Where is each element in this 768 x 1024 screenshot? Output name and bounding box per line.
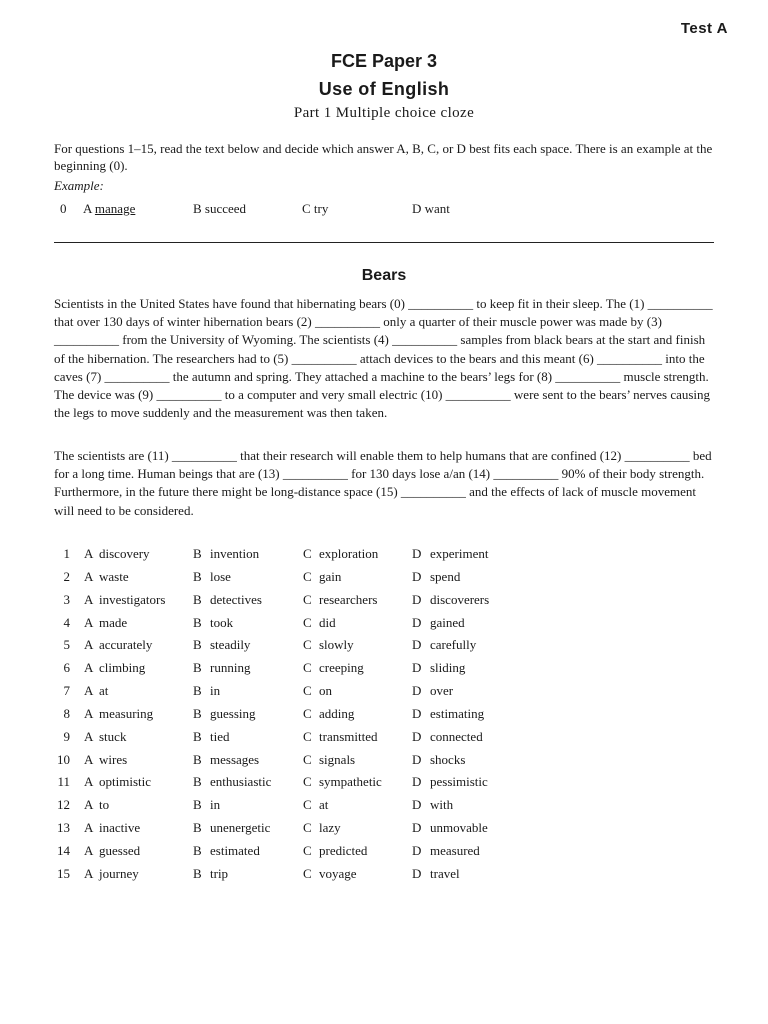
option-d-letter: D [412, 591, 422, 607]
option-b-word: estimated [210, 842, 260, 858]
option-b-letter: B [193, 797, 202, 813]
option-c-letter: C [303, 591, 312, 607]
option-word: try [313, 201, 329, 216]
option-d-letter: D [412, 705, 422, 721]
question-row [0, 797, 768, 820]
option-a-letter: A [84, 751, 94, 767]
option-d-word: carefully [430, 637, 477, 653]
option-d-word: spend [430, 568, 461, 584]
question-number: 4 [63, 614, 70, 630]
option-word: want [424, 201, 450, 216]
option-c-letter: C [303, 842, 312, 858]
option-d-word: estimating [430, 705, 485, 721]
example-label: Example: [54, 178, 104, 193]
option-c-letter: C [303, 660, 312, 676]
option-a-letter: A [84, 774, 94, 790]
option-c-letter: C [303, 683, 312, 699]
option-b-word: enthusiastic [210, 774, 272, 790]
example-option-d [412, 201, 450, 217]
option-a-letter: A [84, 683, 94, 699]
option-d-letter: D [412, 774, 422, 790]
option-d-letter: D [412, 660, 422, 676]
question-row [0, 660, 768, 683]
question-row [0, 683, 768, 706]
option-d-word: experiment [430, 546, 489, 561]
option-b-letter: B [193, 774, 202, 790]
option-c-letter: C [303, 797, 312, 813]
passage-paragraph-1: Scientists in the United States have found that hibernating bears (0) __________ to keep fit in their sleep. The (1) __________ that over 130 days of winter hibernation bears (2) __________ only a quarter of their muscle power was made by (3) __________ from the University of Wyoming. The scientists (4) __________ samples from black bears at the start and finish of the hibernation. The researchers had to (5) __________ attach devices to the bears and this meant (6) __________ into the caves (7) __________ the autumn and spring. They attached a machine to the bears’ legs for (8) __________ muscle strength. The device was (9) __________ to a computer and very small electric (10) __________ were sent to the bears’ nerves causing the legs to move suddenly and the measurement was then taken. [54, 296, 713, 421]
question-row [0, 569, 768, 592]
option-c-word: voyage [319, 865, 357, 881]
option-b-word: guessing [210, 705, 256, 721]
option-b-word: in [210, 797, 221, 813]
option-b-word: lose [210, 568, 231, 584]
option-a-word: accurately [99, 637, 153, 653]
test-label: Test A [680, 20, 728, 37]
question-number: 3 [63, 591, 70, 607]
example-option-c [302, 201, 328, 217]
option-c-word: on [319, 683, 332, 699]
question-number: 5 [63, 637, 70, 653]
question-row [0, 866, 768, 889]
option-b-letter: B [193, 637, 202, 653]
option-letter: A [83, 201, 92, 216]
option-c-letter: C [303, 705, 312, 721]
option-a-letter: A [84, 705, 94, 721]
option-d-letter: D [412, 637, 422, 653]
question-number: 7 [63, 683, 70, 699]
option-c-word: gain [319, 568, 342, 584]
options-list [0, 546, 768, 889]
option-d-letter: D [412, 728, 422, 744]
option-a-word: measuring [99, 705, 154, 721]
option-b-letter: B [193, 546, 202, 561]
option-a-letter: A [84, 842, 94, 858]
question-row [0, 774, 768, 797]
option-b-word: invention [210, 546, 260, 561]
option-b-letter: B [193, 614, 202, 630]
option-a-word: waste [99, 568, 129, 584]
option-c-word: at [319, 797, 329, 813]
option-b-letter: B [193, 728, 202, 744]
option-word: manage [94, 201, 136, 216]
divider [54, 242, 714, 243]
option-a-letter: A [84, 797, 94, 813]
option-a-word: made [99, 614, 128, 630]
option-b-letter: B [193, 865, 202, 881]
option-c-letter: C [303, 751, 312, 767]
option-c-letter: C [303, 865, 312, 881]
option-d-word: connected [430, 728, 483, 744]
question-row [0, 752, 768, 775]
question-row [0, 843, 768, 866]
question-row [0, 546, 768, 569]
option-d-word: gained [430, 614, 465, 630]
question-number: 1 [63, 546, 70, 561]
option-b-word: steadily [210, 637, 251, 653]
option-a-word: guessed [99, 842, 141, 858]
instructions: For questions 1–15, read the text below and decide which answer A, B, C, or D best fits each space. There is an example at the beginning (0). [54, 141, 713, 173]
option-b-letter: B [193, 591, 202, 607]
paper-subtitle: Use of English [318, 79, 450, 99]
question-number: 15 [57, 865, 70, 881]
option-a-word: inactive [99, 820, 141, 836]
question-number: 12 [57, 797, 70, 813]
option-a-letter: A [84, 660, 94, 676]
question-number: 8 [63, 705, 70, 721]
example-row [54, 201, 716, 219]
option-a-word: wires [99, 751, 128, 767]
option-b-letter: B [193, 660, 202, 676]
question-number: 13 [57, 820, 70, 836]
option-b-word: tied [210, 728, 230, 744]
question-number: 6 [63, 660, 70, 676]
option-d-letter: D [412, 751, 422, 767]
option-a-word: at [99, 683, 109, 699]
option-d-letter: D [412, 820, 422, 836]
option-a-word: investigators [99, 591, 166, 607]
option-b-letter: B [193, 683, 202, 699]
option-c-word: signals [319, 751, 356, 767]
question-number: 11 [57, 774, 70, 790]
option-b-letter: B [193, 820, 202, 836]
option-a-letter: A [84, 637, 94, 653]
question-number: 10 [57, 751, 70, 767]
option-d-word: unmovable [430, 820, 488, 836]
option-c-word: slowly [319, 637, 354, 653]
option-word: succeed [204, 201, 247, 216]
option-b-letter: B [193, 842, 202, 858]
option-letter: C [302, 201, 311, 216]
option-c-word: researchers [319, 591, 378, 607]
question-row [0, 615, 768, 638]
option-a-word: journey [99, 865, 139, 881]
question-number: 2 [63, 568, 70, 584]
option-c-letter: C [303, 546, 312, 561]
option-d-letter: D [412, 842, 422, 858]
option-d-word: measured [430, 842, 480, 858]
option-a-word: optimistic [99, 774, 151, 790]
option-a-letter: A [84, 865, 94, 881]
option-d-word: sliding [430, 660, 466, 676]
option-d-letter: D [412, 614, 422, 630]
option-letter: D [412, 201, 422, 216]
option-b-word: messages [210, 751, 260, 767]
option-a-letter: A [84, 728, 94, 744]
passage-paragraph-2: The scientists are (11) __________ that their research will enable them to help humans that are confined (12) __________ bed for a long time. Human beings that are (13) __________ for 130 days lose a/an (14) __________ 90% of their body strength. Furthermore, in the future there might be long-distance space (15) __________ and the effects of lack of muscle movement will need to be considered. [54, 448, 712, 518]
option-a-letter: A [84, 568, 94, 584]
option-b-letter: B [193, 751, 202, 767]
question-row [0, 729, 768, 752]
option-b-letter: B [193, 568, 202, 584]
option-c-word: did [319, 614, 336, 630]
option-d-word: pessimistic [430, 774, 488, 790]
question-row [0, 592, 768, 615]
option-d-word: shocks [430, 751, 466, 767]
option-d-word: over [430, 683, 454, 699]
question-number: 9 [63, 728, 70, 744]
question-row [0, 637, 768, 660]
option-b-word: unenergetic [210, 820, 271, 836]
option-d-letter: D [412, 797, 422, 813]
option-c-letter: C [303, 568, 312, 584]
option-c-letter: C [303, 637, 312, 653]
option-a-word: to [99, 797, 110, 813]
example-number: 0 [60, 201, 67, 216]
option-c-letter: C [303, 614, 312, 630]
passage-title: Bears [361, 267, 407, 284]
option-b-word: detectives [210, 591, 262, 607]
option-a-word: discovery [99, 546, 150, 561]
option-b-word: took [210, 614, 234, 630]
option-b-word: running [210, 660, 251, 676]
option-d-word: travel [430, 865, 460, 881]
option-d-word: with [430, 797, 454, 813]
question-row [0, 706, 768, 729]
option-a-word: stuck [99, 728, 127, 744]
option-b-letter: B [193, 705, 202, 721]
option-c-word: exploration [319, 546, 379, 561]
option-d-letter: D [412, 568, 422, 584]
option-d-word: discoverers [430, 591, 490, 607]
option-c-word: predicted [319, 842, 368, 858]
question-number: 14 [57, 842, 70, 858]
option-b-word: in [210, 683, 221, 699]
option-c-letter: C [303, 820, 312, 836]
option-c-letter: C [303, 774, 312, 790]
option-a-letter: A [84, 820, 94, 836]
option-a-letter: A [84, 546, 94, 561]
option-c-word: adding [319, 705, 355, 721]
option-letter: B [193, 201, 202, 216]
option-a-word: climbing [99, 660, 146, 676]
option-d-letter: D [412, 865, 422, 881]
option-c-word: creeping [319, 660, 364, 676]
option-b-word: trip [210, 865, 229, 881]
option-c-word: transmitted [319, 728, 378, 744]
example-option-a [83, 201, 135, 217]
option-d-letter: D [412, 546, 422, 561]
question-row [0, 820, 768, 843]
option-a-letter: A [84, 591, 94, 607]
example-option-b [193, 201, 246, 217]
part-title: Part 1 Multiple choice cloze [293, 105, 475, 121]
option-a-letter: A [84, 614, 94, 630]
paper-title: FCE Paper 3 [330, 51, 438, 71]
option-c-letter: C [303, 728, 312, 744]
option-c-word: sympathetic [319, 774, 382, 790]
option-c-word: lazy [319, 820, 341, 836]
option-d-letter: D [412, 683, 422, 699]
